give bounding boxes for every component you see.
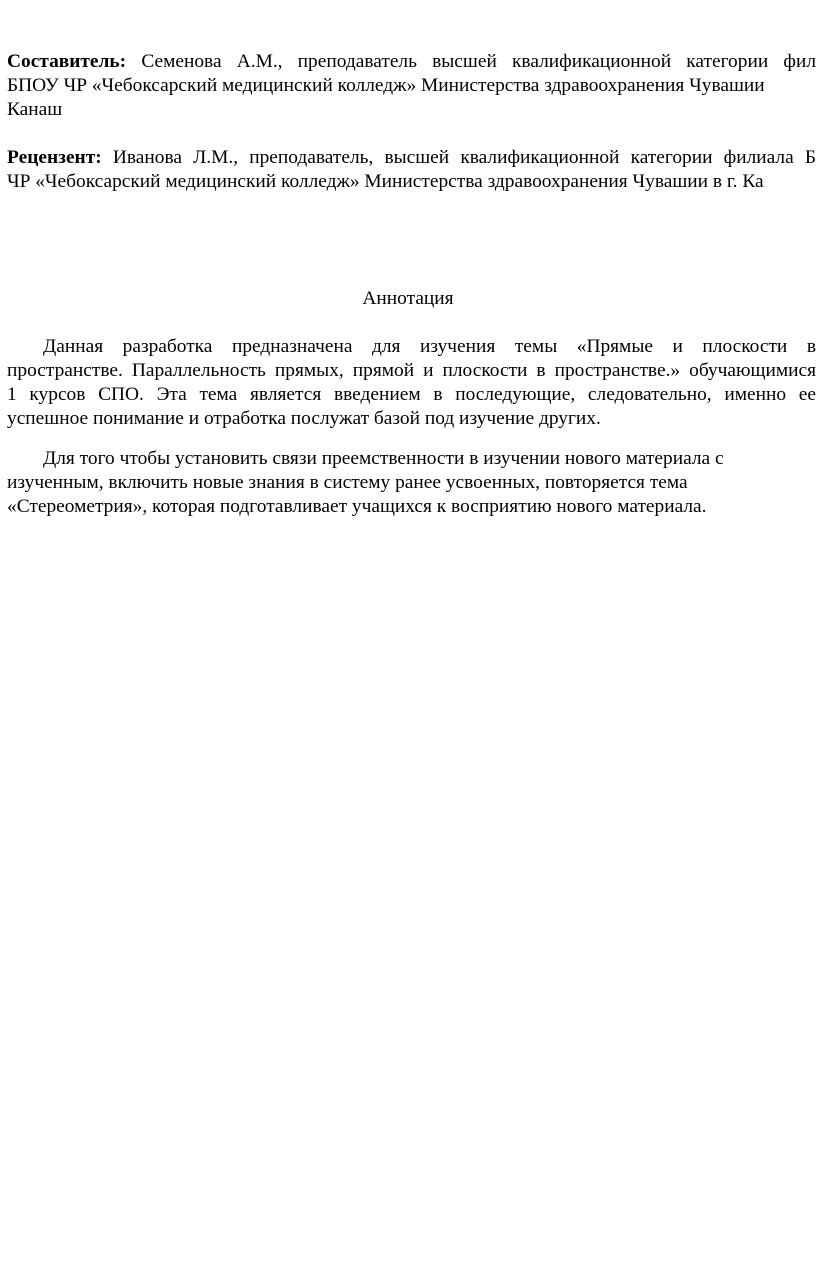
paragraph1-line-3: 1 курсов СПО. Эта тема является введением в последующие, следовательно, именно ее [7,384,816,405]
paragraph1-line-4: успешное понимание и отработка послужат базой под изучение других. [7,408,601,429]
paragraph2-line-1: Для того чтобы установить связи преемственности в изучении нового материала с [43,448,724,469]
reviewer-text-1: Иванова Л.М., преподаватель, высшей квалификационной категории филиала Б [101,147,816,168]
reviewer-label: Рецензент: [7,147,102,168]
compiler-line-3: Канаш [7,99,63,120]
compiler-text-1: Семенова А.М., преподаватель высшей квалификационной категории фил [126,51,816,72]
compiler-label: Составитель: [7,51,127,72]
reviewer-line-1 [7,146,816,170]
compiler-line-2: БПОУ ЧР «Чебоксарский медицинский колледж» Министерства здравоохранения Чувашии [7,75,765,96]
paragraph2-line-3: «Стереометрия», которая подготавливает учащихся к восприятию нового материала. [7,496,707,517]
compiler-line-1 [7,50,816,74]
paragraph1-line-1: Данная разработка предназначена для изучения темы «Прямые и плоскости в [43,336,816,357]
annotation-title: Аннотация [362,288,454,309]
reviewer-line-2: ЧР «Чебоксарский медицинский колледж» Министерства здравоохранения Чувашии в г. Ка [7,171,764,192]
paragraph1-line-2: пространстве. Параллельность прямых, прямой и плоскости в пространстве.» обучающимися [7,360,816,381]
paragraph2-line-2: изученным, включить новые знания в систему ранее усвоенных, повторяется тема [7,472,688,493]
